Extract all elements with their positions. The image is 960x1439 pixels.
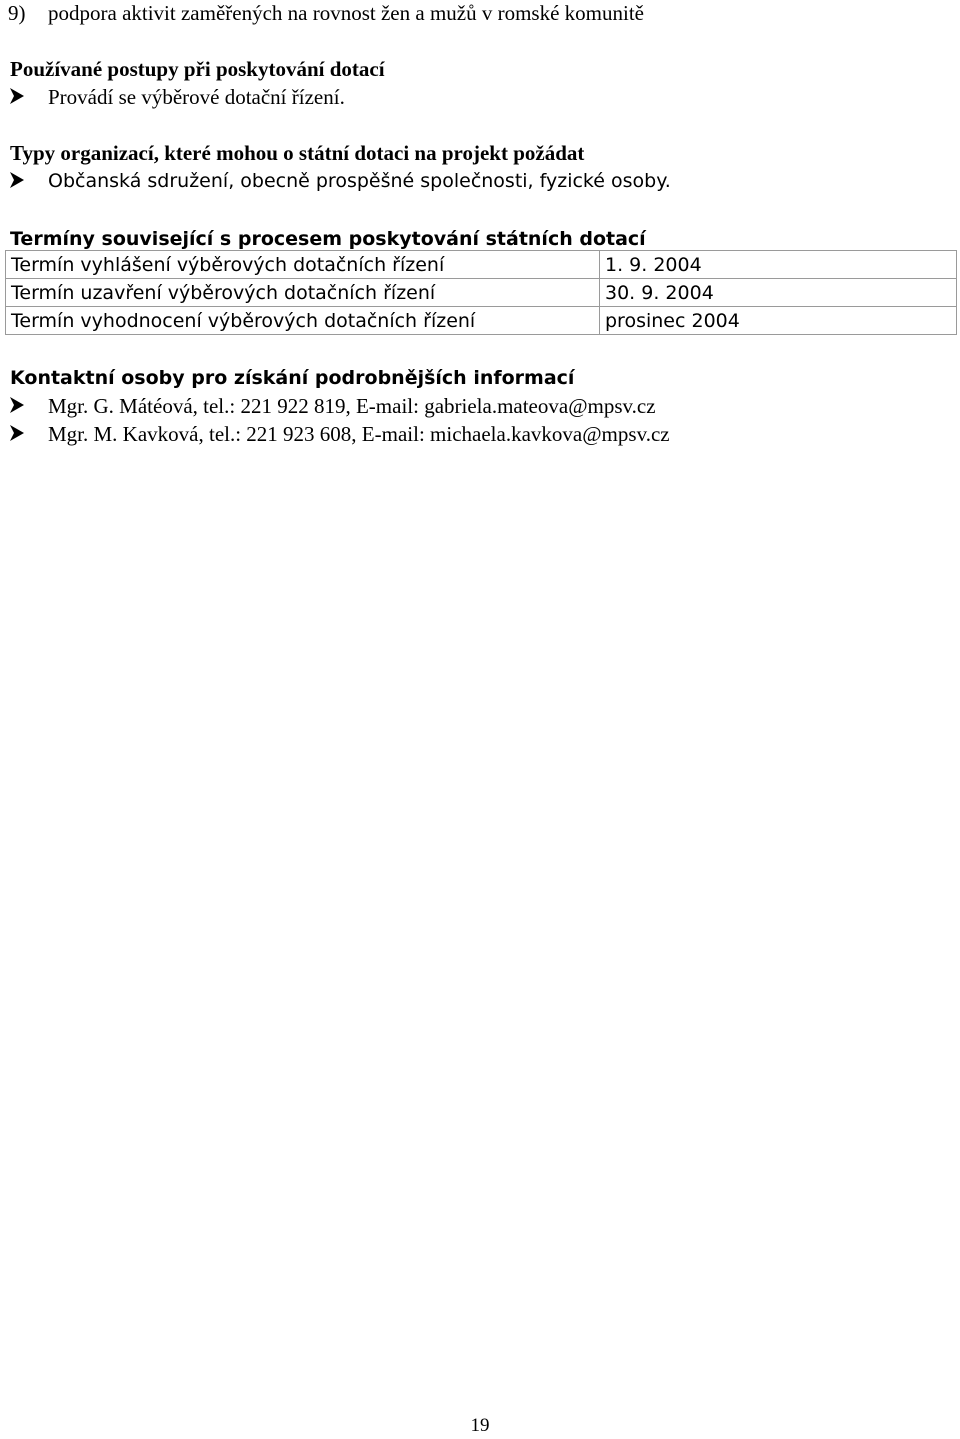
contact-text: Mgr. M. Kavková, tel.: 221 923 608, E-mail: michaela.kavkova@mpsv.cz xyxy=(48,422,670,446)
term-value: 30. 9. 2004 xyxy=(600,279,957,307)
table-row xyxy=(6,307,957,335)
table-row xyxy=(6,279,957,307)
procedures-bullet xyxy=(10,84,345,110)
table-row xyxy=(6,251,957,279)
arrowhead-bullet-icon xyxy=(10,424,30,444)
contact-item xyxy=(10,393,656,419)
organizations-bullet xyxy=(10,168,671,194)
item-text: podpora aktivit zaměřených na rovnost žen a mužů v romské komunitě xyxy=(48,1,644,25)
contact-text: Mgr. G. Mátéová, tel.: 221 922 819, E-mail: gabriela.mateova@mpsv.cz xyxy=(48,394,656,418)
term-value: 1. 9. 2004 xyxy=(600,251,957,279)
item-number: 9) xyxy=(8,1,26,25)
term-label: Termín uzavření výběrových dotačních řízení xyxy=(6,279,600,307)
list-item-9 xyxy=(8,0,644,26)
arrowhead-bullet-icon xyxy=(10,171,30,191)
organizations-heading: Typy organizací, které mohou o státní dotaci na projekt požádat xyxy=(10,141,585,165)
procedures-heading: Používané postupy při poskytování dotací xyxy=(10,57,385,81)
term-label: Termín vyhodnocení výběrových dotačních řízení xyxy=(6,307,600,335)
terms-table xyxy=(5,250,957,335)
term-label: Termín vyhlášení výběrových dotačních řízení xyxy=(6,251,600,279)
terms-heading: Termíny související s procesem poskytování státních dotací xyxy=(10,228,646,250)
term-value: prosinec 2004 xyxy=(600,307,957,335)
arrowhead-bullet-icon xyxy=(10,87,30,107)
contacts-heading: Kontaktní osoby pro získání podrobnějších informací xyxy=(10,367,575,389)
procedures-bullet-text: Provádí se výběrové dotační řízení. xyxy=(48,85,345,109)
arrowhead-bullet-icon xyxy=(10,396,30,416)
page-number: 19 xyxy=(470,1415,490,1436)
contact-item xyxy=(10,421,670,447)
organizations-bullet-text: Občanská sdružení, obecně prospěšné společnosti, fyzické osoby. xyxy=(48,170,671,192)
